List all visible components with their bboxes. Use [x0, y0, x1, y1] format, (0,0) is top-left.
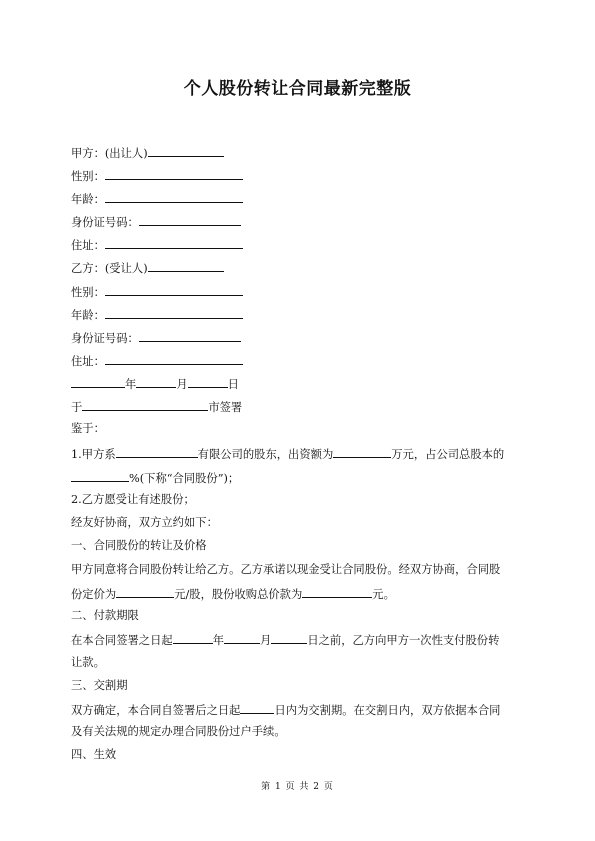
clause-1-part-1: 1.甲方系 [71, 448, 116, 461]
section-2-heading: 二、付款期限 [71, 609, 139, 622]
blank-field [105, 237, 243, 249]
clause-2: 2.乙方愿受让有述股份； [71, 493, 195, 506]
blank-field [116, 446, 198, 458]
section-2-part-b: 年 [212, 634, 224, 647]
section-2-part-a: 在本合同签署之日起 [71, 634, 173, 647]
section-3-part-a: 双方确定，本合同自签署后之日起 [71, 704, 241, 717]
blank-field [105, 284, 243, 296]
blank-field [271, 632, 307, 644]
blank-field [82, 399, 208, 411]
blank-field [333, 446, 391, 458]
age-label: 年龄： [71, 309, 105, 322]
section-2-line-1 [71, 632, 499, 648]
party-b-label [71, 260, 224, 276]
blank-field [173, 632, 213, 644]
agreement-intro: 经友好协商，双方立约如下： [71, 516, 218, 529]
gender-label: 性别： [71, 286, 105, 299]
section-3-line-1 [71, 702, 500, 718]
day-label: 日 [227, 378, 239, 391]
address-label: 住址： [71, 355, 105, 368]
blank-field [105, 191, 243, 203]
month-label: 月 [176, 378, 188, 391]
party-b-age [71, 307, 243, 323]
blank-field [148, 260, 224, 272]
address-label: 住址： [71, 239, 105, 252]
party-a-label-text: 甲方：(出让人) [71, 147, 148, 160]
age-label: 年龄： [71, 193, 105, 206]
blank-field [139, 214, 241, 226]
blank-field [224, 632, 260, 644]
gender-label: 性别： [71, 170, 105, 183]
party-b-address [71, 353, 243, 369]
sign-suffix: 市签署 [208, 401, 243, 414]
section-2-part-c: 月 [260, 634, 272, 647]
section-3-line-2: 及有关法规的规定办理合同股份过户手续。 [71, 725, 286, 738]
blank-field [116, 586, 174, 598]
blank-field [71, 376, 125, 388]
blank-field [105, 307, 243, 319]
section-1-line-1: 甲方同意将合同股份转让给乙方。乙方承诺以现金受让合同股份。经双方协商，合同股 [71, 563, 501, 576]
blank-field [139, 330, 241, 342]
clause-1-part-3: 万元，占公司总股本的 [391, 448, 505, 461]
blank-field [71, 470, 129, 482]
blank-field [188, 376, 228, 388]
party-a-address [71, 237, 243, 253]
section-4-heading: 四、生效 [71, 748, 117, 761]
blank-field [105, 353, 243, 365]
sign-place-line [71, 399, 242, 415]
year-label: 年 [125, 378, 137, 391]
section-1-part-b: 元/股，股份收购总价款为 [174, 588, 303, 601]
party-a-label [71, 145, 224, 161]
section-1-part-a: 份定价为 [71, 588, 117, 601]
section-2-line-2: 让款。 [71, 656, 105, 669]
section-1-heading: 一、合同股份的转让及价格 [71, 539, 207, 552]
party-a-age [71, 191, 243, 207]
blank-field [136, 376, 176, 388]
clause-1-line-2 [71, 470, 239, 486]
party-b-gender [71, 284, 243, 300]
section-2-part-d: 日之前，乙方向甲方一次性支付股份转 [307, 634, 500, 647]
date-line [71, 376, 239, 392]
clause-1-part-4: %(下称“合同股份”)； [129, 472, 240, 485]
id-label: 身份证号码： [71, 332, 139, 345]
party-b-id [71, 330, 241, 346]
section-3-part-b: 日内为交割期。在交割日内，双方依据本合同 [274, 704, 501, 717]
party-b-label-text: 乙方：(受让人) [71, 262, 148, 275]
party-a-gender [71, 168, 243, 184]
whereas-label: 鉴于： [71, 422, 105, 435]
section-3-heading: 三、交割期 [71, 679, 128, 692]
id-label: 身份证号码： [71, 216, 139, 229]
blank-field [302, 586, 372, 598]
document-title: 个人股份转让合同最新完整版 [183, 79, 412, 99]
section-1-part-c: 元。 [372, 588, 395, 601]
section-1-line-2 [71, 586, 395, 602]
blank-field [105, 168, 243, 180]
party-a-id [71, 214, 241, 230]
clause-1-line-1 [71, 446, 504, 462]
blank-field [148, 145, 224, 157]
page-number: 第 1 页 共 2 页 [261, 782, 334, 792]
sign-prefix: 于 [71, 401, 83, 414]
clause-1-part-2: 有限公司的股东，出资额为 [197, 448, 334, 461]
blank-field [240, 702, 274, 714]
